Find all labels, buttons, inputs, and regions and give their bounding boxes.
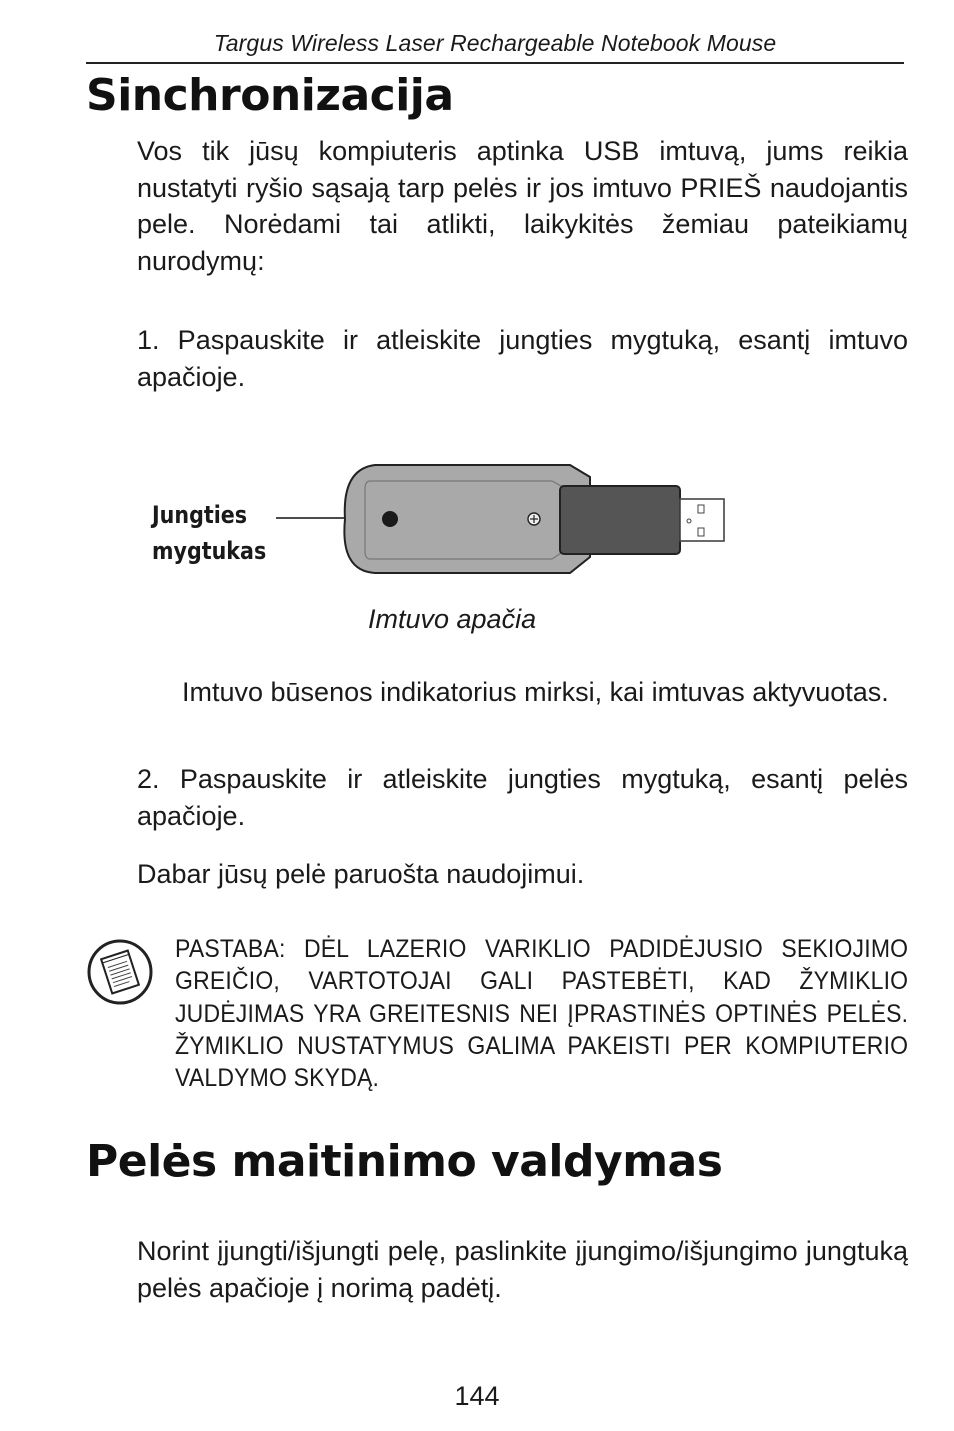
header-rule xyxy=(86,62,904,64)
section-heading-sync: Sinchronizacija xyxy=(86,70,454,121)
usb-receiver-illustration xyxy=(270,455,730,585)
usb-plug-housing xyxy=(560,486,680,554)
page-number: 144 xyxy=(454,1381,500,1411)
section-heading-power: Pelės maitinimo valdymas xyxy=(86,1136,723,1187)
note-text: PASTABA: DĖL LAZERIO VARIKLIO PADIDĖJUSIO SEKIOJIMO GREIČIO, VARTOTOJAI GALI PASTEBĖTI, KAD ŽYMIKLIO JUDĖJIMAS YRA GREITESNIS NEI ĮPRASTINĖS OPTINĖS PELĖS. ŽYMIKLIO NUSTATYMUS GALIMA PAKEISTI PER KOMPIUTERIO VALDYMO SKYDĄ. xyxy=(175,935,909,1093)
indicator-note: Imtuvo būsenos indikatorius mirksi, kai imtuvas aktyvuotas. xyxy=(182,677,889,707)
figure-label-line2: mygtukas xyxy=(152,537,267,565)
step-1: 1. Paspauskite ir atleiskite jungties mygtuką, esantį imtuvo apačioje. xyxy=(137,325,908,392)
figure-caption: Imtuvo apačia xyxy=(368,604,537,634)
ready-text: Dabar jūsų pelė paruošta naudojimui. xyxy=(137,859,585,889)
power-paragraph: Norint įjungti/išjungti pelę, paslinkite įjungimo/išjungimo jungtuką pelės apačioje į norimą padėtį. xyxy=(137,1236,908,1303)
notepad-icon xyxy=(86,937,154,1007)
connect-button-icon xyxy=(382,511,398,527)
running-header: Targus Wireless Laser Rechargeable Notebook Mouse xyxy=(213,30,777,56)
figure-label xyxy=(152,497,266,569)
figure-label-line1: Jungties xyxy=(152,501,248,529)
step-2: 2. Paspauskite ir atleiskite jungties mygtuką, esantį pelės apačioje. xyxy=(137,764,908,831)
intro-paragraph: Vos tik jūsų kompiuteris aptinka USB imtuvą, jums reikia nustatyti ryšio sąsają tarp pelės ir jos imtuvo PRIEŠ naudojantis pele. Norėdami tai atlikti, laikykitės žemiau pateikiamų nurodymų: xyxy=(137,136,908,276)
